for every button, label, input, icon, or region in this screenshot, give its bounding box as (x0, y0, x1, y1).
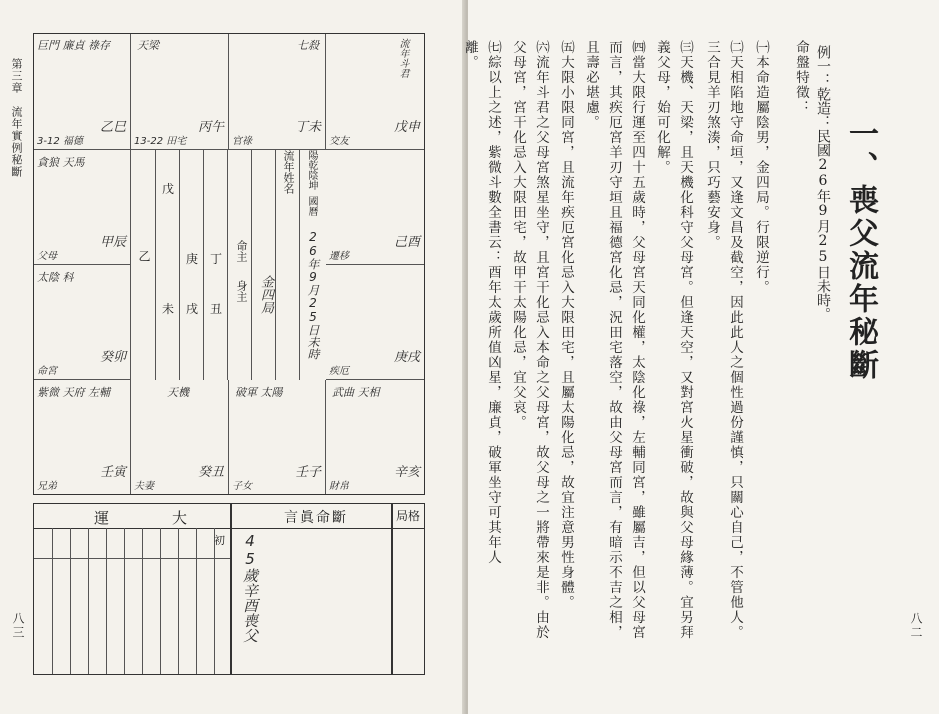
center-col-ganzhi-3: 庚 戌 (179, 150, 203, 380)
palace-chen: 貪狼 天馬 甲辰 父母 (34, 150, 131, 265)
center-col-ganzhi-4: 丁 丑 (203, 150, 227, 380)
palace-shen: 流年斗君 戊申 交友 (326, 34, 424, 150)
example-line: 例一：乾造：民國26年9月25日未時。 (815, 45, 831, 321)
palace-mao: 太陰 科 癸卯 命宮 (34, 265, 131, 380)
paragraph-1: ㈠本命造屬陰男，金四局。行限逆行。 (753, 40, 769, 295)
palace-wu: 天梁 丙午 13-22 田宅 (131, 34, 229, 150)
luck-first-label: 初 (214, 534, 225, 547)
center-col-zhu: 命主 身主 (227, 150, 251, 380)
center-col-ganzhi-2: 戊 未 (155, 150, 179, 380)
luck-table-header: 運 大 言眞命斷 局格 (34, 504, 424, 529)
paragraph-2: ㈡天相陷地守命垣，又逢文昌及截空，因此此人之個性過份謹慎，只關心自己，不管他人。三合見羊刃煞湊，只巧藝安身。 (704, 40, 743, 640)
paragraph-0: 命盤特徵： (793, 40, 809, 115)
luck-table (33, 503, 425, 675)
chapter-side-heading: 第三章 流年實例秘斷 (10, 58, 23, 178)
right-page (462, 0, 939, 714)
paragraph-3: ㈢天機、天梁，且天機化科守父母宮。但逢天空，又對宮火星衝破，故與父母緣薄。宜另拜義父母，始可化解。 (654, 40, 693, 640)
palace-hai: 武曲 天相 辛亥 財帛 (329, 386, 420, 492)
left-page (0, 0, 466, 714)
paragraph-7: ㈦綜以上之述，紫微斗數全書云：酉年太歲所值凶星，廉貞，破軍坐守可其年人離。 (462, 40, 501, 565)
center-col-ganzhi: 乙 (137, 250, 151, 262)
palace-si: 巨門 廉貞 祿存 乙巳 3-12 福德 (34, 34, 131, 150)
palace-wei: 七殺 丁未 官祿 (229, 34, 326, 150)
chart-center-info (131, 150, 326, 380)
paragraph-4: ㈣當大限行運至四十五歲時，父母宮天同化權，太陰化祿，左輔同宮，雖屬吉，但以父母宮而言，其疾厄宮羊刃守垣且福德宮化忌，況田宅落空，故由父母宮而言，有暗示不吉之相，且壽必堪慮。 (583, 40, 645, 640)
section-title: 一、喪父流年秘斷 (843, 118, 878, 382)
paragraph-5: ㈤大限小限同宮，且流年疾厄宮化忌入大限田宅，且屬太陽化忌，故宜注意男性身體。 (558, 40, 574, 610)
center-col-birth: 陽乾陰坤 國曆 26年9月25日未時 (299, 150, 326, 380)
palace-xu: 庚戌 疾厄 (326, 265, 424, 380)
astrology-chart (33, 33, 425, 495)
palace-zi: 破軍 太陽 壬子 子女 (229, 380, 326, 494)
center-col-name: 流年 姓名 (275, 150, 299, 380)
palace-you: 己酉 遷移 (326, 150, 424, 265)
page-number-left: 八三 (11, 612, 25, 640)
paragraph-6: ㈥流年斗君之父母宮煞星坐守，且宮干化忌入本命之父母宮，故父母之一將帶來是非。由於父母宮，宮干化忌入大限田宅，故甲干太陽化忌，宜父哀。 (510, 40, 549, 640)
palace-yin: 紫微 天府 左輔 壬寅 兄弟 (34, 380, 131, 494)
page-number-right: 八二 (909, 612, 923, 640)
handwritten-note: 45歲辛酉喪父 (241, 532, 259, 643)
center-col-wuxing: 金四局 (251, 150, 275, 380)
palace-chou: 天機 癸丑 夫妻 (131, 380, 229, 494)
